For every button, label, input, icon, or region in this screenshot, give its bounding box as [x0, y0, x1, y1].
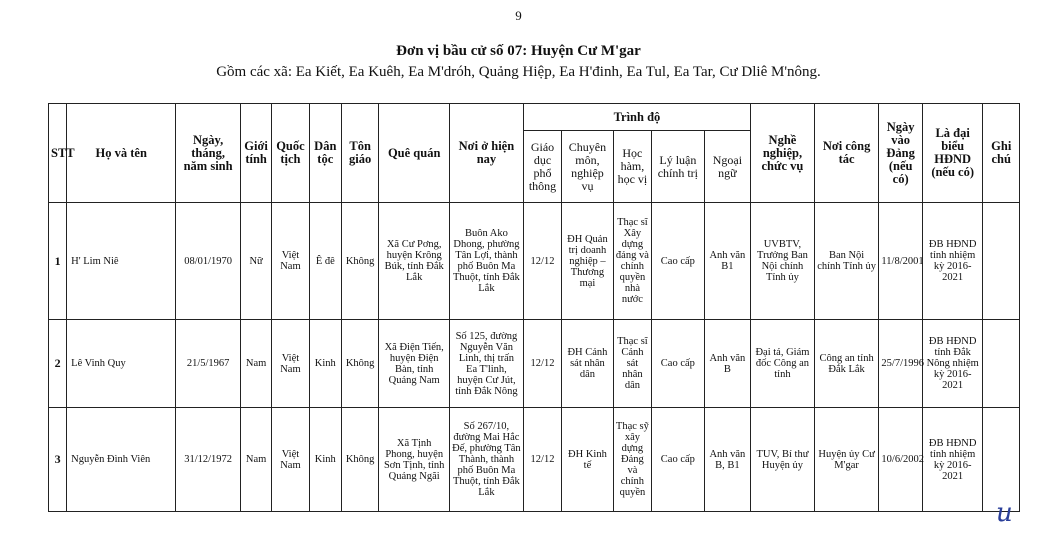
cell-degree: Thạc sỹ xây dựng Đảng và chính quyền [613, 408, 651, 512]
cell-religion: Không [341, 320, 378, 408]
cell-degree: Thạc sĩ Xây dựng đảng và chính quyền nhà nước [613, 203, 651, 320]
header-council: Là đại biểu HĐND (nếu có) [922, 104, 983, 203]
cell-note [983, 408, 1020, 512]
cell-ethnicity: Kinh [309, 408, 341, 512]
cell-note [983, 320, 1020, 408]
header-general-edu: Giáo dục phổ thông [523, 131, 561, 203]
header-religion: Tôn giáo [341, 104, 378, 203]
cell-religion: Không [341, 408, 378, 512]
cell-party-date: 25/7/1996 [879, 320, 922, 408]
cell-residence: Buôn Ako Dhong, phường Tân Lợi, thành phố Buôn Ma Thuột, tỉnh Đắk Lắk [450, 203, 524, 320]
header-workplace: Nơi công tác [814, 104, 879, 203]
cell-name: Lê Vinh Quy [67, 320, 176, 408]
cell-dob: 31/12/1972 [176, 408, 241, 512]
cell-party-date: 11/8/2001 [879, 203, 922, 320]
cell-occupation: TUV, Bí thư Huyện ủy [751, 408, 815, 512]
cell-nationality: Việt Nam [272, 408, 309, 512]
cell-hometown: Xã Tịnh Phong, huyện Sơn Tịnh, tỉnh Quảng Ngãi [379, 408, 450, 512]
cell-stt: 1 [49, 203, 67, 320]
cell-party-date: 10/6/2002 [879, 408, 922, 512]
header-degree: Học hàm, học vị [613, 131, 651, 203]
header-gender: Giới tính [240, 104, 271, 203]
table-row [49, 203, 1020, 320]
cell-political: Cao cấp [652, 203, 705, 320]
cell-council: ĐB HĐND tỉnh nhiệm kỳ 2016-2021 [922, 408, 983, 512]
cell-general-edu: 12/12 [523, 203, 561, 320]
document-title: Đơn vị bầu cử số 07: Huyện Cư M'gar [396, 43, 641, 59]
header-occupation: Nghề nghiệp, chức vụ [751, 104, 815, 203]
table-row [49, 408, 1020, 512]
cell-language: Anh văn B1 [704, 203, 751, 320]
cell-workplace: Công an tỉnh Đắk Lắk [814, 320, 879, 408]
cell-name: Nguyễn Đình Viên [67, 408, 176, 512]
cell-workplace: Ban Nội chính Tỉnh ủy [814, 203, 879, 320]
cell-specialty: ĐH Cảnh sát nhân dân [562, 320, 614, 408]
cell-dob: 08/01/1970 [176, 203, 241, 320]
cell-nationality: Việt Nam [272, 203, 309, 320]
header-hometown: Quê quán [379, 104, 450, 203]
cell-ethnicity: Kinh [309, 320, 341, 408]
header-political: Lý luận chính trị [652, 131, 705, 203]
header-stt: STT [49, 104, 67, 203]
header-nationality: Quốc tịch [272, 104, 309, 203]
cell-council: ĐB HĐND tỉnh nhiệm kỳ 2016-2021 [922, 203, 983, 320]
header-dob: Ngày, tháng, năm sinh [176, 104, 241, 203]
header-name: Họ và tên [67, 104, 176, 203]
cell-language: Anh văn B [704, 320, 751, 408]
document-subtitle: Gồm các xã: Ea Kiết, Ea Kuêh, Ea M'dróh, Quảng Hiệp, Ea H'đinh, Ea Tul, Ea Tar, Cư Dliê M'nông. [216, 64, 821, 80]
cell-general-edu: 12/12 [523, 408, 561, 512]
header-education-group: Trình độ [523, 104, 750, 131]
cell-dob: 21/5/1967 [176, 320, 241, 408]
page-number: 9 [515, 8, 522, 23]
cell-gender: Nam [240, 320, 271, 408]
cell-hometown: Xã Cư Pơng, huyện Krông Búk, tỉnh Đắk Lắk [379, 203, 450, 320]
cell-gender: Nữ [240, 203, 271, 320]
header-note: Ghi chú [983, 104, 1020, 203]
table-row [49, 320, 1020, 408]
header-party-date: Ngày vào Đảng (nếu có) [879, 104, 922, 203]
cell-hometown: Xã Điện Tiến, huyện Điện Bàn, tỉnh Quảng Nam [379, 320, 450, 408]
cell-degree: Thạc sĩ Cảnh sát nhân dân [613, 320, 651, 408]
cell-residence: Số 125, đường Nguyễn Văn Linh, thị trấn Ea T'linh, huyện Cư Jút, tỉnh Đắk Nông [450, 320, 524, 408]
cell-gender: Nam [240, 408, 271, 512]
cell-name: H' Lim Niê [67, 203, 176, 320]
cell-nationality: Việt Nam [272, 320, 309, 408]
header-specialty: Chuyên môn, nghiệp vụ [562, 131, 614, 203]
cell-residence: Số 267/10, đường Mai Hắc Đế, phường Tân Thành, thành phố Buôn Ma Thuột, tỉnh Đắk Lắk [450, 408, 524, 512]
cell-language: Anh văn B, B1 [704, 408, 751, 512]
cell-general-edu: 12/12 [523, 320, 561, 408]
cell-specialty: ĐH Kinh tế [562, 408, 614, 512]
cell-occupation: Đại tá, Giám đốc Công an tỉnh [751, 320, 815, 408]
cell-ethnicity: Ê đê [309, 203, 341, 320]
candidate-table [48, 103, 1020, 512]
cell-occupation: UVBTV, Trưởng Ban Nội chính Tỉnh ủy [751, 203, 815, 320]
header-language: Ngoại ngữ [704, 131, 751, 203]
cell-political: Cao cấp [652, 320, 705, 408]
cell-council: ĐB HĐND tỉnh Đắk Nông nhiệm kỳ 2016-2021 [922, 320, 983, 408]
header-ethnicity: Dân tộc [309, 104, 341, 203]
cell-stt: 2 [49, 320, 67, 408]
cell-religion: Không [341, 203, 378, 320]
cell-stt: 3 [49, 408, 67, 512]
header-residence: Nơi ở hiện nay [450, 104, 524, 203]
handwritten-initial-signature: u [996, 498, 1013, 528]
cell-political: Cao cấp [652, 408, 705, 512]
cell-note [983, 203, 1020, 320]
cell-workplace: Huyện ủy Cư M'gar [814, 408, 879, 512]
cell-specialty: ĐH Quản trị doanh nghiệp – Thương mại [562, 203, 614, 320]
